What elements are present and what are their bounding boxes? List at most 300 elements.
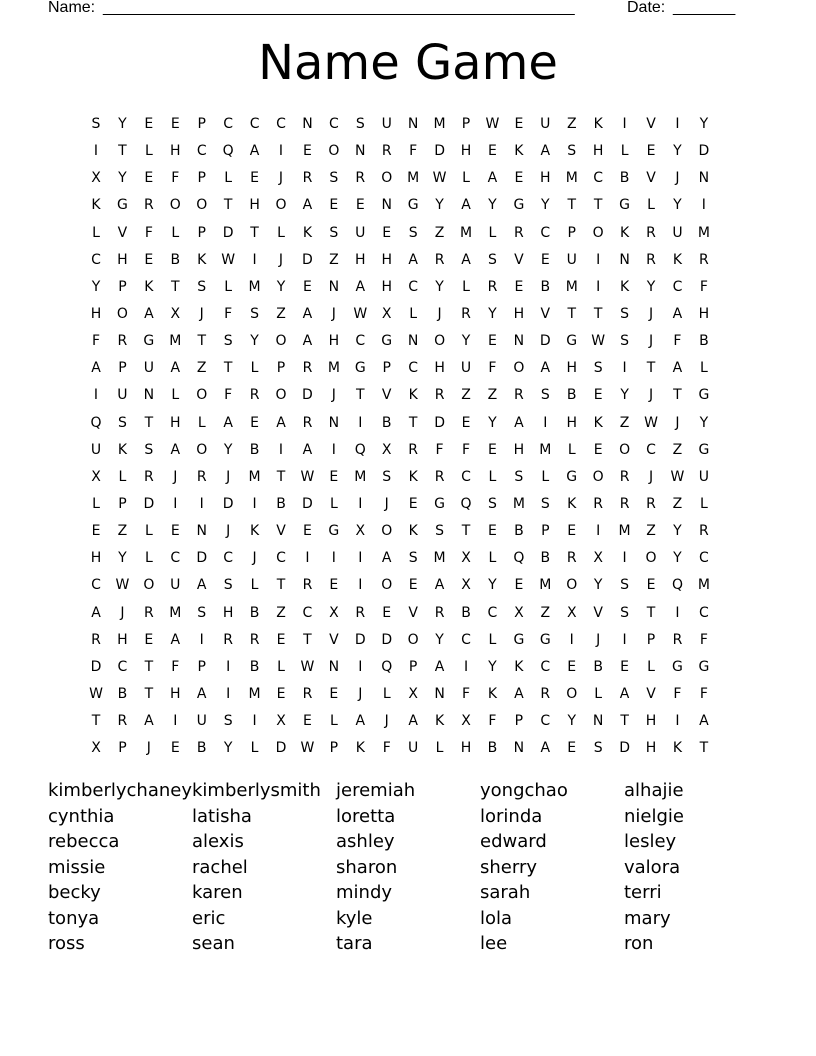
grid-letter: G (354, 360, 366, 377)
grid-letter: J (384, 713, 389, 730)
word-list-item: valora (624, 856, 681, 878)
grid-letter: T (144, 414, 154, 431)
grid-letter: X (329, 604, 339, 621)
grid-letter: O (196, 441, 208, 458)
grid-letter: Z (672, 441, 683, 458)
grid-letter: D (90, 658, 102, 675)
grid-letter: H (513, 305, 525, 322)
grid-letter: E (144, 631, 154, 648)
grid-letter: R (619, 495, 630, 512)
grid-letter: N (407, 333, 419, 350)
grid-letter: J (648, 305, 654, 322)
grid-letter: I (252, 713, 257, 730)
grid-letter: Y (646, 278, 656, 295)
grid-letter: I (675, 116, 680, 132)
grid-letter: G (513, 197, 525, 214)
grid-letter: F (144, 224, 153, 241)
grid-letter: A (540, 740, 551, 757)
grid-letter: E (303, 143, 312, 160)
word-list-item: rachel (192, 856, 248, 878)
grid-letter: S (197, 604, 207, 621)
grid-letter: S (329, 224, 339, 241)
grid-row (0, 630, 816, 650)
grid-letter: A (196, 685, 207, 702)
grid-letter: I (199, 631, 204, 648)
grid-letter: Z (117, 523, 128, 540)
grid-letter: R (381, 143, 392, 160)
grid-letter: W (591, 333, 606, 350)
grid-letter: J (252, 550, 257, 567)
grid-letter: M (433, 550, 446, 567)
grid-letter: I (226, 658, 231, 675)
grid-letter: M (539, 577, 552, 594)
grid-letter: X (381, 305, 392, 322)
grid-letter: E (488, 143, 497, 160)
grid-letter: A (302, 441, 313, 458)
word-list-item: latisha (192, 805, 252, 827)
grid-letter: A (408, 251, 418, 268)
grid-letter: T (171, 278, 180, 295)
grid-letter: Z (540, 604, 551, 621)
grid-letter: J (675, 414, 680, 431)
grid-letter: F (699, 631, 708, 648)
grid-letter: I (701, 197, 706, 214)
grid-letter: I (569, 631, 574, 648)
word-list-item: edward (480, 831, 547, 852)
grid-letter: Y (91, 278, 101, 295)
page-title: Name Game (258, 35, 558, 91)
grid-letter: F (224, 305, 233, 322)
grid-letter: F (171, 658, 180, 675)
grid-letter: K (117, 441, 128, 458)
grid-letter: S (382, 468, 392, 485)
grid-letter: F (673, 333, 682, 350)
grid-letter: F (699, 685, 708, 702)
grid-row (0, 603, 816, 623)
word-list-item: cynthia (48, 805, 115, 827)
grid-letter: E (250, 414, 259, 431)
grid-letter: C (328, 116, 339, 132)
grid-letter: S (223, 333, 233, 350)
grid-letter: S (487, 495, 497, 512)
grid-letter: K (302, 224, 313, 241)
date-field[interactable]: _______ (673, 0, 736, 16)
grid-letter: K (593, 414, 603, 431)
grid-letter: E (303, 523, 312, 540)
grid-letter: L (144, 143, 153, 160)
grid-letter: E (567, 658, 577, 675)
grid-letter: R (143, 197, 154, 214)
grid-letter: I (622, 550, 627, 567)
word-list-item: eric (192, 907, 226, 929)
grid-letter: X (461, 577, 471, 594)
grid-letter: S (567, 143, 577, 160)
grid-letter: Q (460, 495, 472, 512)
grid-letter: L (488, 631, 497, 648)
grid-letter: V (408, 604, 418, 621)
grid-letter: K (672, 251, 683, 268)
grid-letter: C (698, 550, 709, 567)
grid-letter: G (513, 631, 525, 648)
grid-letter: A (487, 170, 498, 187)
grid-letter: P (118, 740, 127, 757)
grid-letter: L (144, 550, 153, 567)
word-list-item: karen (192, 882, 243, 903)
grid-letter: B (249, 658, 260, 675)
grid-letter: K (197, 251, 207, 268)
grid-letter: E (355, 197, 365, 214)
grid-letter: C (170, 550, 181, 567)
grid-letter: X (91, 740, 101, 757)
grid-letter: M (539, 441, 552, 458)
word-list-item: missie (48, 856, 106, 878)
grid-letter: E (144, 170, 154, 187)
grid-letter: D (698, 143, 710, 160)
grid-letter: F (461, 685, 471, 702)
grid-letter: H (222, 604, 234, 621)
grid-letter: Y (118, 550, 127, 567)
grid-letter: R (302, 170, 313, 187)
grid-letter: K (249, 523, 260, 540)
grid-row (0, 385, 816, 405)
grid-letter: R (196, 468, 207, 485)
grid-letter: E (620, 658, 630, 675)
grid-letter: V (276, 523, 286, 540)
grid-letter: Y (118, 116, 127, 132)
grid-letter: O (592, 468, 604, 485)
grid-letter: C (487, 604, 498, 621)
grid-letter: R (566, 550, 577, 567)
grid-letter: P (118, 278, 127, 295)
grid-letter: F (461, 441, 471, 458)
grid-letter: U (196, 713, 207, 730)
name-field[interactable]: _____________________________________________________ (103, 0, 575, 16)
grid-letter: D (539, 333, 551, 350)
grid-letter: R (302, 577, 313, 594)
grid-letter: N (698, 170, 710, 187)
grid-letter: A (355, 713, 366, 730)
grid-letter: W (300, 658, 315, 675)
grid-letter: T (144, 658, 154, 675)
grid-letter: H (90, 305, 102, 322)
grid-letter: R (646, 495, 656, 512)
grid-letter: O (143, 577, 155, 594)
grid-letter: R (461, 305, 471, 322)
grid-letter: J (331, 387, 336, 404)
grid-letter: A (514, 414, 524, 431)
grid-letter: D (222, 495, 234, 512)
grid-letter: Y (699, 116, 709, 132)
grid-letter: O (328, 143, 340, 160)
grid-letter: D (381, 631, 393, 648)
grid-letter: E (540, 251, 550, 268)
grid-letter: C (461, 631, 471, 648)
grid-letter: N (143, 387, 155, 404)
grid-letter: I (358, 658, 363, 675)
grid-letter: O (169, 197, 181, 214)
grid-letter: S (408, 224, 418, 241)
grid-letter: J (278, 170, 284, 187)
grid-letter: E (382, 604, 392, 621)
grid-letter: B (249, 441, 260, 458)
grid-letter: D (434, 143, 445, 160)
grid-letter: K (408, 468, 418, 485)
grid-letter: A (276, 414, 286, 431)
grid-letter: X (91, 468, 101, 485)
grid-letter: T (250, 224, 259, 241)
grid-letter: B (540, 550, 551, 567)
grid-letter: G (566, 468, 578, 485)
grid-letter: B (566, 387, 577, 404)
grid-letter: J (648, 333, 654, 350)
grid-letter: X (461, 713, 471, 730)
grid-letter: B (514, 523, 524, 540)
grid-letter: K (672, 740, 683, 757)
grid-letter: P (514, 713, 524, 730)
grid-letter: Y (488, 658, 497, 675)
grid-letter: S (620, 333, 630, 350)
grid-row (0, 413, 816, 433)
grid-letter: O (381, 577, 393, 594)
grid-letter: I (358, 550, 363, 567)
grid-letter: S (514, 468, 524, 485)
grid-letter: J (648, 468, 654, 485)
grid-letter: J (226, 468, 231, 485)
grid-letter: P (197, 658, 206, 675)
grid-letter: M (459, 224, 473, 241)
grid-letter: W (221, 251, 236, 268)
grid-letter: J (358, 685, 363, 702)
grid-letter: R (434, 604, 445, 621)
grid-letter: L (92, 495, 100, 512)
grid-letter: R (434, 387, 445, 404)
word-list-item: lola (480, 907, 513, 929)
grid-letter: L (224, 170, 233, 187)
grid-letter: H (249, 197, 260, 214)
grid-letter: T (276, 468, 286, 485)
grid-letter: M (407, 170, 420, 187)
grid-letter: R (355, 604, 366, 621)
word-list-item: terri (624, 882, 662, 903)
grid-letter: H (645, 740, 657, 757)
grid-letter: E (514, 577, 524, 594)
grid-letter: K (620, 278, 630, 295)
grid-letter: R (514, 387, 524, 404)
grid-letter: C (408, 360, 419, 377)
grid-letter: K (408, 387, 418, 404)
grid-row (0, 250, 816, 270)
grid-letter: I (331, 550, 336, 567)
grid-letter: Y (673, 143, 682, 160)
grid-letter: S (91, 116, 101, 132)
grid-letter: I (278, 441, 284, 458)
word-list-item: sherry (480, 856, 537, 878)
grid-letter: M (327, 360, 340, 377)
grid-letter: E (488, 333, 497, 350)
grid-letter: T (593, 197, 603, 214)
grid-letter: L (567, 441, 576, 458)
grid-letter: S (540, 495, 550, 512)
grid-letter: S (144, 441, 154, 458)
grid-letter: P (382, 360, 391, 377)
grid-letter: U (460, 360, 472, 377)
word-list-item: yongchao (480, 780, 568, 801)
grid-letter: Z (329, 251, 339, 268)
grid-letter: B (540, 278, 551, 295)
grid-letter: E (144, 251, 154, 268)
grid-letter: H (592, 143, 604, 160)
grid-letter: A (672, 360, 683, 377)
grid-letter: R (91, 631, 101, 648)
grid-letter: K (91, 197, 101, 214)
grid-letter: Y (593, 577, 603, 594)
grid-letter: L (329, 495, 338, 512)
grid-letter: I (596, 278, 601, 295)
grid-letter: N (355, 143, 366, 160)
grid-letter: O (381, 523, 393, 540)
grid-letter: W (670, 468, 685, 485)
grid-row (0, 467, 816, 487)
grid-letter: Y (699, 414, 709, 431)
grid-letter: A (170, 631, 181, 648)
grid-letter: T (408, 414, 418, 431)
grid-letter: T (593, 305, 603, 322)
grid-letter: I (252, 251, 257, 268)
grid-letter: E (382, 224, 392, 241)
grid-letter: B (276, 495, 286, 512)
grid-letter: V (646, 685, 656, 702)
grid-letter: Z (461, 387, 471, 404)
grid-letter: E (593, 441, 603, 458)
grid-letter: F (171, 170, 180, 187)
grid-letter: R (646, 251, 656, 268)
grid-letter: C (302, 604, 313, 621)
grid-letter: B (461, 604, 471, 621)
grid-letter: W (432, 170, 447, 187)
grid-letter: H (170, 685, 181, 702)
grid-letter: A (540, 360, 551, 377)
grid-letter: D (302, 495, 313, 512)
grid-letter: L (92, 224, 100, 241)
grid-letter: M (618, 523, 631, 540)
grid-letter: I (173, 713, 178, 730)
grid-letter: R (249, 387, 260, 404)
grid-letter: W (353, 305, 368, 322)
grid-letter: B (117, 685, 128, 702)
grid-letter: E (329, 685, 339, 702)
grid-letter: I (358, 495, 363, 512)
grid-letter: N (619, 251, 630, 268)
word-list-item: lesley (624, 831, 677, 852)
grid-letter: T (646, 604, 656, 621)
grid-letter: K (434, 713, 445, 730)
grid-letter: R (593, 495, 604, 512)
grid-letter: X (276, 713, 286, 730)
grid-letter: L (488, 550, 497, 567)
grid-letter: H (645, 713, 657, 730)
grid-letter: A (144, 713, 154, 730)
grid-letter: Y (673, 197, 682, 214)
grid-letter: P (541, 523, 550, 540)
grid-letter: E (329, 197, 339, 214)
grid-letter: B (196, 740, 207, 757)
grid-letter: I (226, 685, 231, 702)
grid-letter: L (462, 278, 470, 295)
name-label: Name: (48, 0, 96, 16)
grid-letter: I (463, 658, 469, 675)
grid-letter: F (224, 387, 233, 404)
grid-letter: K (514, 658, 524, 675)
grid-letter: D (143, 495, 155, 512)
word-list-item: rebecca (48, 831, 120, 852)
grid-letter: A (144, 305, 154, 322)
grid-letter: T (197, 333, 206, 350)
grid-letter: C (91, 577, 101, 594)
grid-letter: P (118, 360, 127, 377)
grid-letter: J (331, 305, 336, 322)
grid-letter: P (408, 658, 418, 675)
grid-letter: C (540, 658, 551, 675)
grid-letter: V (329, 631, 339, 648)
grid-letter: R (646, 224, 656, 241)
grid-letter: E (408, 577, 418, 594)
grid-letter: I (675, 713, 680, 730)
grid-letter: K (620, 224, 630, 241)
grid-letter: S (593, 360, 603, 377)
grid-letter: E (488, 523, 497, 540)
grid-letter: B (170, 251, 181, 268)
grid-letter: O (196, 197, 208, 214)
grid-letter: C (249, 116, 260, 132)
word-list-item: kyle (336, 907, 373, 929)
grid-letter: T (461, 523, 471, 540)
grid-letter: Y (488, 414, 497, 431)
grid-letter: S (117, 414, 127, 431)
grid-letter: Z (646, 523, 656, 540)
grid-letter: Z (276, 305, 286, 322)
grid-letter: E (514, 116, 524, 132)
grid-letter: V (381, 387, 392, 404)
grid-letter: N (434, 685, 445, 702)
grid-letter: H (540, 170, 551, 187)
grid-letter: R (434, 468, 445, 485)
grid-letter: N (328, 658, 340, 675)
grid-letter: B (487, 740, 498, 757)
grid-letter: V (646, 116, 656, 132)
grid-letter: I (93, 143, 99, 160)
grid-letter: Q (90, 414, 102, 431)
grid-letter: O (275, 197, 287, 214)
grid-letter: A (408, 713, 418, 730)
grid-letter: V (514, 251, 524, 268)
grid-letter: E (646, 143, 656, 160)
grid-letter: W (300, 468, 315, 485)
grid-letter: V (646, 170, 656, 187)
grid-letter: M (169, 604, 182, 621)
grid-letter: G (407, 197, 419, 214)
grid-letter: S (197, 278, 207, 295)
grid-letter: T (646, 360, 656, 377)
grid-letter: I (543, 414, 548, 431)
grid-letter: E (170, 523, 180, 540)
grid-letter: E (91, 523, 101, 540)
grid-letter: Y (673, 523, 682, 540)
grid-letter: G (143, 333, 155, 350)
grid-letter: O (513, 360, 525, 377)
grid-letter: M (354, 468, 367, 485)
grid-letter: U (672, 224, 683, 241)
grid-letter: Q (671, 577, 683, 594)
